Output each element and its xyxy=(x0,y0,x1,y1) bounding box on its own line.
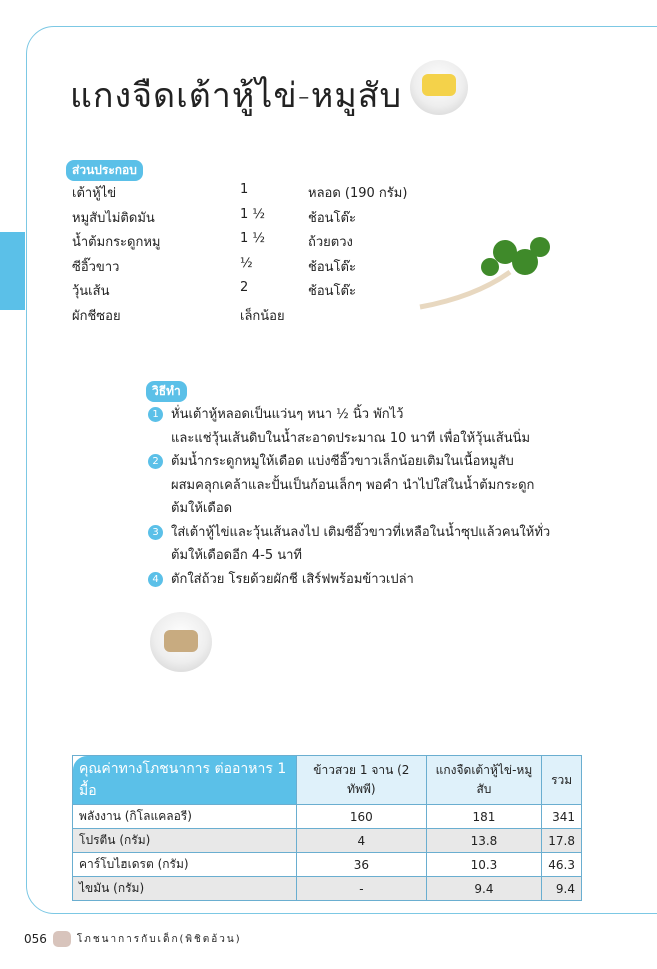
ingredient-name: วุ้นเส้น xyxy=(72,284,110,299)
ingredient-qty: ½ xyxy=(240,255,253,271)
table-header: คุณค่าทางโภชนาการ ต่ออาหาร 1 มื้อ xyxy=(73,756,297,805)
page-footer xyxy=(24,931,242,947)
step-line: และแช่วุ้นเส้นดิบในน้ำสะอาดประมาณ 10 นาที เพื่อให้วุ้นเส้นนิ่ม xyxy=(171,430,531,446)
step-line: ต้มให้เดือดอีก 4-5 นาที xyxy=(171,548,302,563)
recipe-title: แกงจืดเต้าหู้ไข่-หมูสับ xyxy=(70,76,403,116)
ingredient-row xyxy=(72,256,407,281)
step-line: ตักใส่ถ้วย โรยด้วยผักชี เสิร์ฟพร้อมข้าวเปล่า xyxy=(171,571,414,587)
step-number-icon: 2 xyxy=(148,454,163,469)
step-item xyxy=(148,521,550,568)
ingredient-row xyxy=(72,182,407,207)
table-row xyxy=(73,829,582,853)
ingredient-unit: ช้อนโต๊ะ xyxy=(308,210,356,226)
ingredient-row xyxy=(72,305,407,330)
ingredient-row xyxy=(72,280,407,305)
ingredients-list xyxy=(72,182,407,329)
table-header-row xyxy=(73,756,582,805)
table-cell: 4 xyxy=(297,829,427,853)
method-steps xyxy=(148,403,550,591)
step-line: ผสมคลุกเคล้าและปั้นเป็นก้อนเล็กๆ พอคำ นำไปใส่ในน้ำต้มกระดูก xyxy=(171,477,535,493)
step-line: หั่นเต้าหู้หลอดเป็นแว่นๆ หนา ½ นิ้ว พักไว้ xyxy=(171,407,404,422)
ingredient-qty: เล็กน้อย xyxy=(240,308,285,324)
page-number: 056 xyxy=(24,932,47,946)
step-number-icon: 3 xyxy=(148,525,163,540)
table-cell: ไขมัน (กรัม) xyxy=(73,877,297,901)
table-cell: โปรตีน (กรัม) xyxy=(73,829,297,853)
ingredient-name: หมูสับไม่ติดมัน xyxy=(72,210,155,226)
table-header: แกงจืดเต้าหู้ไข่-หมูสับ xyxy=(426,756,542,805)
ingredient-qty: 2 xyxy=(240,280,249,295)
ingredient-row xyxy=(72,207,407,232)
ingredient-name: น้ำต้มกระดูกหมู xyxy=(72,235,161,250)
ingredient-name: ผักชีซอย xyxy=(72,308,121,324)
table-header: ข้าวสวย 1 จาน (2 ทัพพี) xyxy=(297,756,427,805)
table-row xyxy=(73,877,582,901)
method-label: วิธีทำ xyxy=(146,381,187,402)
table-cell: 46.3 xyxy=(542,853,582,877)
table-cell: 341 xyxy=(542,805,582,829)
step-item xyxy=(148,450,550,521)
table-cell: 160 xyxy=(297,805,427,829)
ingredient-unit: ช้อนโต๊ะ xyxy=(308,259,356,275)
step-item xyxy=(148,568,550,592)
table-cell: 181 xyxy=(426,805,542,829)
step-item xyxy=(148,403,550,450)
step-number-icon: 4 xyxy=(148,572,163,587)
step-line: ใส่เต้าหู้ไข่และวุ้นเส้นลงไป เติมซีอิ๊วขาวที่เหลือในน้ำซุปแล้วคนให้ทั่ว xyxy=(171,524,551,540)
table-cell: 17.8 xyxy=(542,829,582,853)
ingredient-unit: ช้อนโต๊ะ xyxy=(308,284,356,299)
table-cell: 9.4 xyxy=(542,877,582,901)
pig-mascot-icon xyxy=(53,931,71,947)
table-cell: 10.3 xyxy=(426,853,542,877)
table-row xyxy=(73,853,582,877)
table-cell: พลังงาน (กิโลแคลอรี) xyxy=(73,805,297,829)
tofu-bowl-image xyxy=(410,60,468,115)
table-cell: 9.4 xyxy=(426,877,542,901)
ingredient-name: เต้าหู้ไข่ xyxy=(72,186,117,201)
ingredients-label: ส่วนประกอบ xyxy=(66,160,143,181)
table-cell: คาร์โบไฮเดรต (กรัม) xyxy=(73,853,297,877)
coriander-image xyxy=(415,232,555,312)
table-cell: 13.8 xyxy=(426,829,542,853)
table-cell: - xyxy=(297,877,427,901)
book-title: โภชนาการกับเด็ก(พิชิตอ้วน) xyxy=(76,933,242,945)
step-line: ต้มให้เดือด xyxy=(171,501,233,516)
step-line: ต้มน้ำกระดูกหมูให้เดือด แบ่งซีอิ๊วขาวเล็กน้อยเติมในเนื้อหมูสับ xyxy=(171,454,514,469)
step-number-icon: 1 xyxy=(148,407,163,422)
ingredient-name: ซีอิ๊วขาว xyxy=(72,259,120,275)
nutrition-table xyxy=(72,755,582,901)
soup-bowl-image xyxy=(150,612,212,672)
ingredient-unit: ถ้วยตวง xyxy=(308,235,353,250)
ingredient-unit: หลอด (190 กรัม) xyxy=(308,186,408,201)
ingredient-row xyxy=(72,231,407,256)
chapter-tab xyxy=(0,232,25,310)
table-cell: 36 xyxy=(297,853,427,877)
ingredient-qty: 1 ½ xyxy=(240,206,266,222)
table-row xyxy=(73,805,582,829)
table-header: รวม xyxy=(542,756,582,805)
ingredient-qty: 1 xyxy=(240,182,249,197)
ingredient-qty: 1 ½ xyxy=(240,231,266,246)
